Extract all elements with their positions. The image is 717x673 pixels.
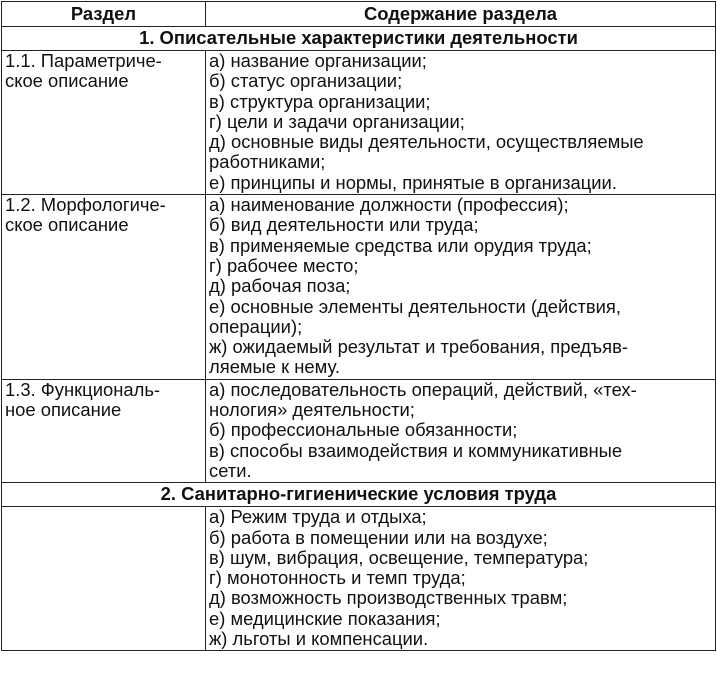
header-section: Раздел <box>2 2 206 27</box>
section-title: 2. Санитарно-гигиенические условия труда <box>2 483 716 507</box>
content-line: а) наименование должности (профессия); <box>209 194 569 216</box>
row-label <box>2 51 206 195</box>
label-line: 1.1. Параметриче- <box>5 50 162 71</box>
label-line: ное описание <box>5 399 122 421</box>
header-row <box>2 2 716 27</box>
content-line: в) шум, вибрация, освещение, температура; <box>209 546 589 568</box>
row-content <box>206 507 716 651</box>
table-row <box>2 507 716 651</box>
content-line: г) цели и задачи организации; <box>209 110 465 132</box>
label-line: ское описание <box>5 70 129 92</box>
content-line: б) вид деятельности или труда; <box>209 214 479 236</box>
content-line: ляемые к нему. <box>209 356 340 378</box>
table-row <box>2 51 716 195</box>
section-title: 1. Описательные характеристики деятельности <box>2 27 716 51</box>
content-line: б) работа в помещении или на воздухе; <box>209 526 548 548</box>
content-line: е) основные элементы деятельности (действия, <box>209 295 622 317</box>
content-line: а) название организации; <box>209 50 427 71</box>
content-line: б) статус организации; <box>209 70 403 92</box>
content-line: е) принципы и нормы, принятые в организации. <box>209 171 617 193</box>
content-line: г) рабочее место; <box>209 254 359 276</box>
section-row <box>2 27 716 51</box>
content-table <box>1 1 716 651</box>
content-line: е) медицинские показания; <box>209 607 441 629</box>
content-line: а) последовательность операций, действий, «тех- <box>209 378 637 400</box>
label-line: 1.3. Функциональ- <box>5 378 161 400</box>
row-content <box>206 51 716 195</box>
content-line: д) основные виды деятельности, осуществляемые <box>209 131 644 153</box>
row-label <box>2 379 206 482</box>
content-line: операции); <box>209 315 303 337</box>
content-line: ж) ожидаемый результат и требования, предъяв- <box>209 336 628 358</box>
label-line: 1.2. Морфологиче- <box>5 194 166 216</box>
header-content: Содержание раздела <box>206 2 716 27</box>
content-line: сети. <box>209 459 252 481</box>
table-row <box>2 379 716 482</box>
content-line: нология» деятельности; <box>209 399 415 421</box>
content-line: в) применяемые средства или орудия труда; <box>209 234 592 256</box>
table-row <box>2 195 716 380</box>
label-line: ское описание <box>5 214 129 236</box>
section-row <box>2 483 716 507</box>
content-line: г) монотонность и темп труда; <box>209 567 466 589</box>
content-line: в) структура организации; <box>209 90 431 112</box>
content-line: ж) льготы и компенсации. <box>209 628 429 650</box>
row-label <box>2 195 206 380</box>
content-line: д) рабочая поза; <box>209 275 351 297</box>
content-line: а) Режим труда и отдыха; <box>209 506 427 528</box>
row-content <box>206 195 716 380</box>
row-label <box>2 507 206 651</box>
content-line: б) профессиональные обязанности; <box>209 419 518 441</box>
content-line: в) способы взаимодействия и коммуникативные <box>209 439 623 461</box>
content-line: работниками; <box>209 151 326 173</box>
row-content <box>206 379 716 482</box>
content-line: д) возможность производственных травм; <box>209 587 568 609</box>
